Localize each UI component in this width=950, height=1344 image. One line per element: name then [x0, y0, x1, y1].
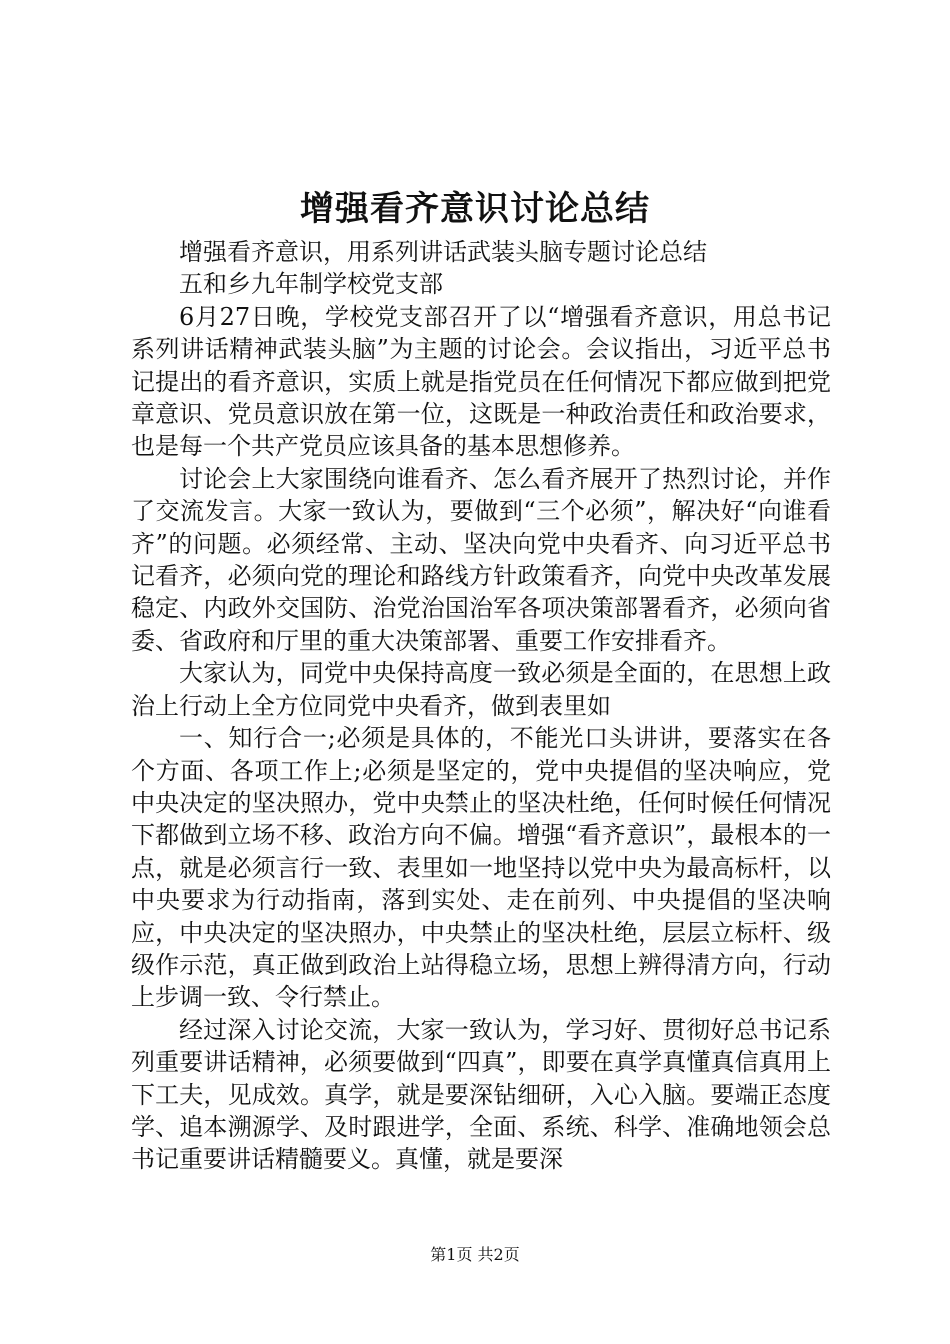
- body-paragraph: 大家认为，同党中央保持高度一致必须是全面的，在思想上政治上行动上全方位同党中央看齐，做到表里如: [131, 659, 831, 720]
- page-number-footer: 第1页 共2页: [430, 1245, 520, 1264]
- author-paragraph: 五和乡九年制学校党支部: [179, 270, 443, 299]
- body-paragraph: 6月27日晚，学校党支部召开了以“增强看齐意识，用总书记系列讲话精神武装头脑”为主题的讨论会。会议指出，习近平总书记提出的看齐意识，实质上就是指党员在任何情况下都应做到把党章意识、党员意识放在第一位，这既是一种政治责任和政治要求，也是每一个共产党员应该具备的基本思想修养。: [131, 302, 831, 461]
- body-paragraph: 经过深入讨论交流，大家一致认为，学习好、贯彻好总书记系列重要讲话精神，必须要做到“四真”，即要在真学真懂真信真用上下工夫，见成效。真学，就是要深钻细研，入心入脑。要端正态度学、追本溯源学、及时跟进学，全面、系统、科学、准确地领会总书记重要讲话精髓要义。真懂，就是要深: [131, 1015, 831, 1174]
- body-paragraph: 讨论会上大家围绕向谁看齐、怎么看齐展开了热烈讨论，并作了交流发言。大家一致认为，要做到“三个必须”，解决好“向谁看齐”的问题。必须经常、主动、坚决向党中央看齐、向习近平总书记看齐，必须向党的理论和路线方针政策看齐，向党中央改革发展稳定、内政外交国防、治党治国治军各项决策部署看齐，必须向省委、省政府和厅里的重大决策部署、重要工作安排看齐。: [131, 464, 831, 655]
- document-body: [131, 236, 831, 1176]
- body-paragraph: 一、知行合一;必须是具体的，不能光口头讲讲，要落实在各个方面、各项工作上;必须是坚定的，党中央提倡的坚决响应，党中央决定的坚决照办，党中央禁止的坚决杜绝，任何时候任何情况下都做到立场不移、政治方向不偏。增强“看齐意识”，最根本的一点，就是必须言行一致、表里如一地坚持以党中央为最高标杆，以中央要求为行动指南，落到实处、走在前列、中央提倡的坚决响应，中央决定的坚决照办，中央禁止的坚决杜绝，层层立标杆、级级作示范，真正做到政治上站得稳立场，思想上辨得清方向，行动上步调一致、令行禁止。: [131, 724, 831, 1012]
- subtitle-paragraph: 增强看齐意识，用系列讲话武装头脑专题讨论总结: [179, 238, 707, 266]
- document-title: 增强看齐意识讨论总结: [300, 189, 650, 229]
